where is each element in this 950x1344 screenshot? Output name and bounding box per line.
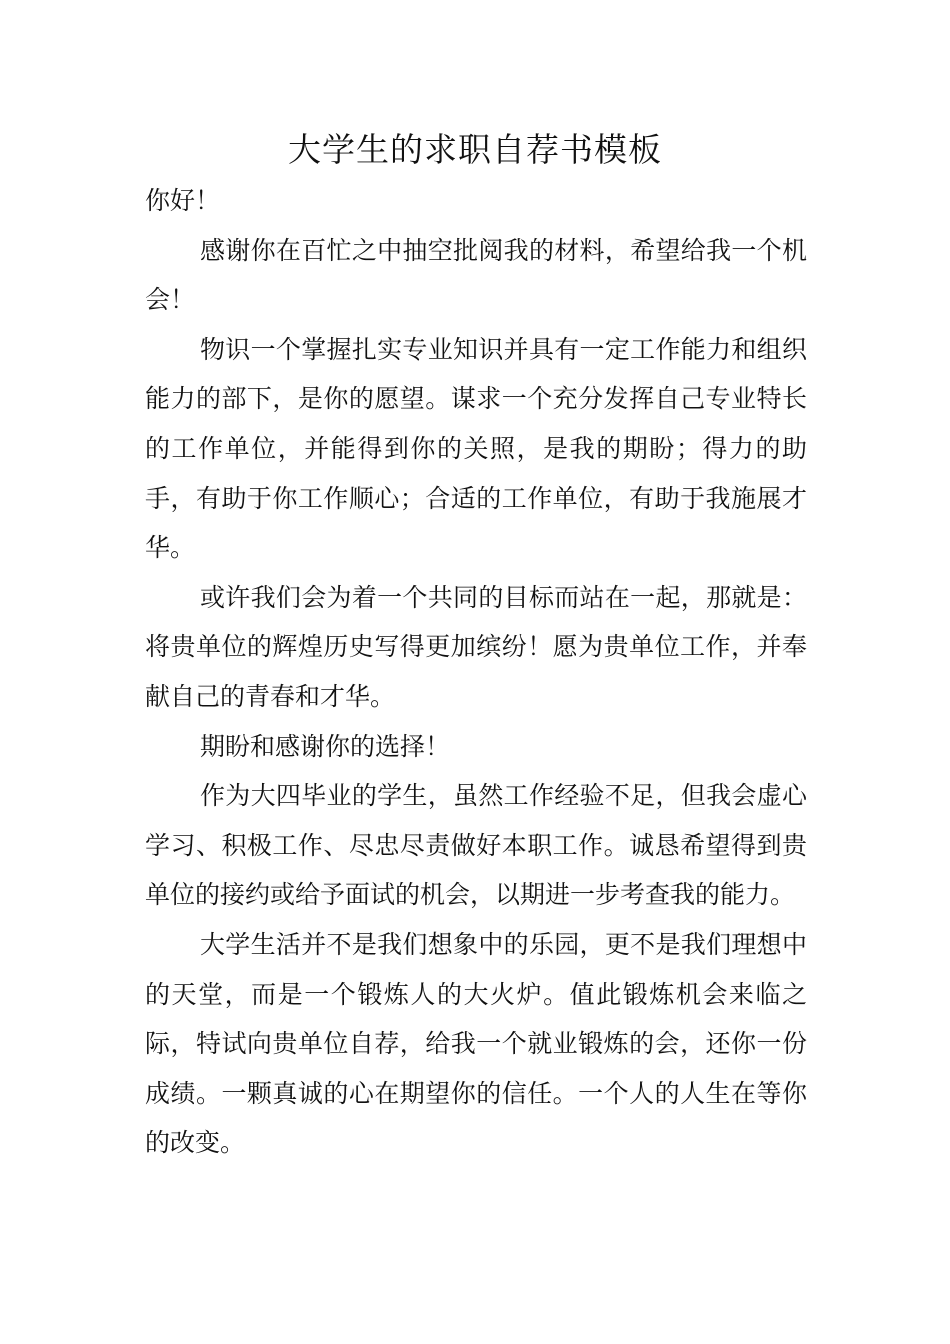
paragraph-thanks: 感谢你在百忙之中抽空批阅我的材料，希望给我一个机会！: [145, 235, 807, 315]
greeting: 你好！: [145, 186, 221, 215]
document-body: [145, 176, 807, 1168]
paragraph-graduate: 作为大四毕业的学生，虽然工作经验不足，但我会虚心学习、积极工作、尽忠尽责做好本职工作。诚恳希望得到贵单位的接约或给予面试的机会，以期进一步考查我的能力。: [145, 781, 807, 910]
paragraph-looking-forward: 期盼和感谢你的选择！: [200, 731, 451, 761]
paragraph-aspiration: 物识一个掌握扎实专业知识并具有一定工作能力和组织能力的部下，是你的愿望。谋求一个充分发挥自己专业特长的工作单位，并能得到你的关照，是我的期盼；得力的助手，有助于你工作顺心；合适的工作单位，有助于我施展才华。: [145, 334, 807, 563]
paragraph-common-goal: 或许我们会为着一个共同的目标而站在一起，那就是：将贵单位的辉煌历史写得更加缤纷！愿为贵单位工作，并奉献自己的青春和才华。: [145, 582, 807, 711]
paragraph-college-life: 大学生活并不是我们想象中的乐园，更不是我们理想中的天堂，而是一个锻炼人的大火炉。值此锻炼机会来临之际，特试向贵单位自荐，给我一个就业锻炼的会，还你一份成绩。一颗真诚的心在期望你的信任。一个人的人生在等你的改变。: [145, 929, 807, 1158]
document-title: 大学生的求职自荐书模板: [288, 130, 662, 169]
